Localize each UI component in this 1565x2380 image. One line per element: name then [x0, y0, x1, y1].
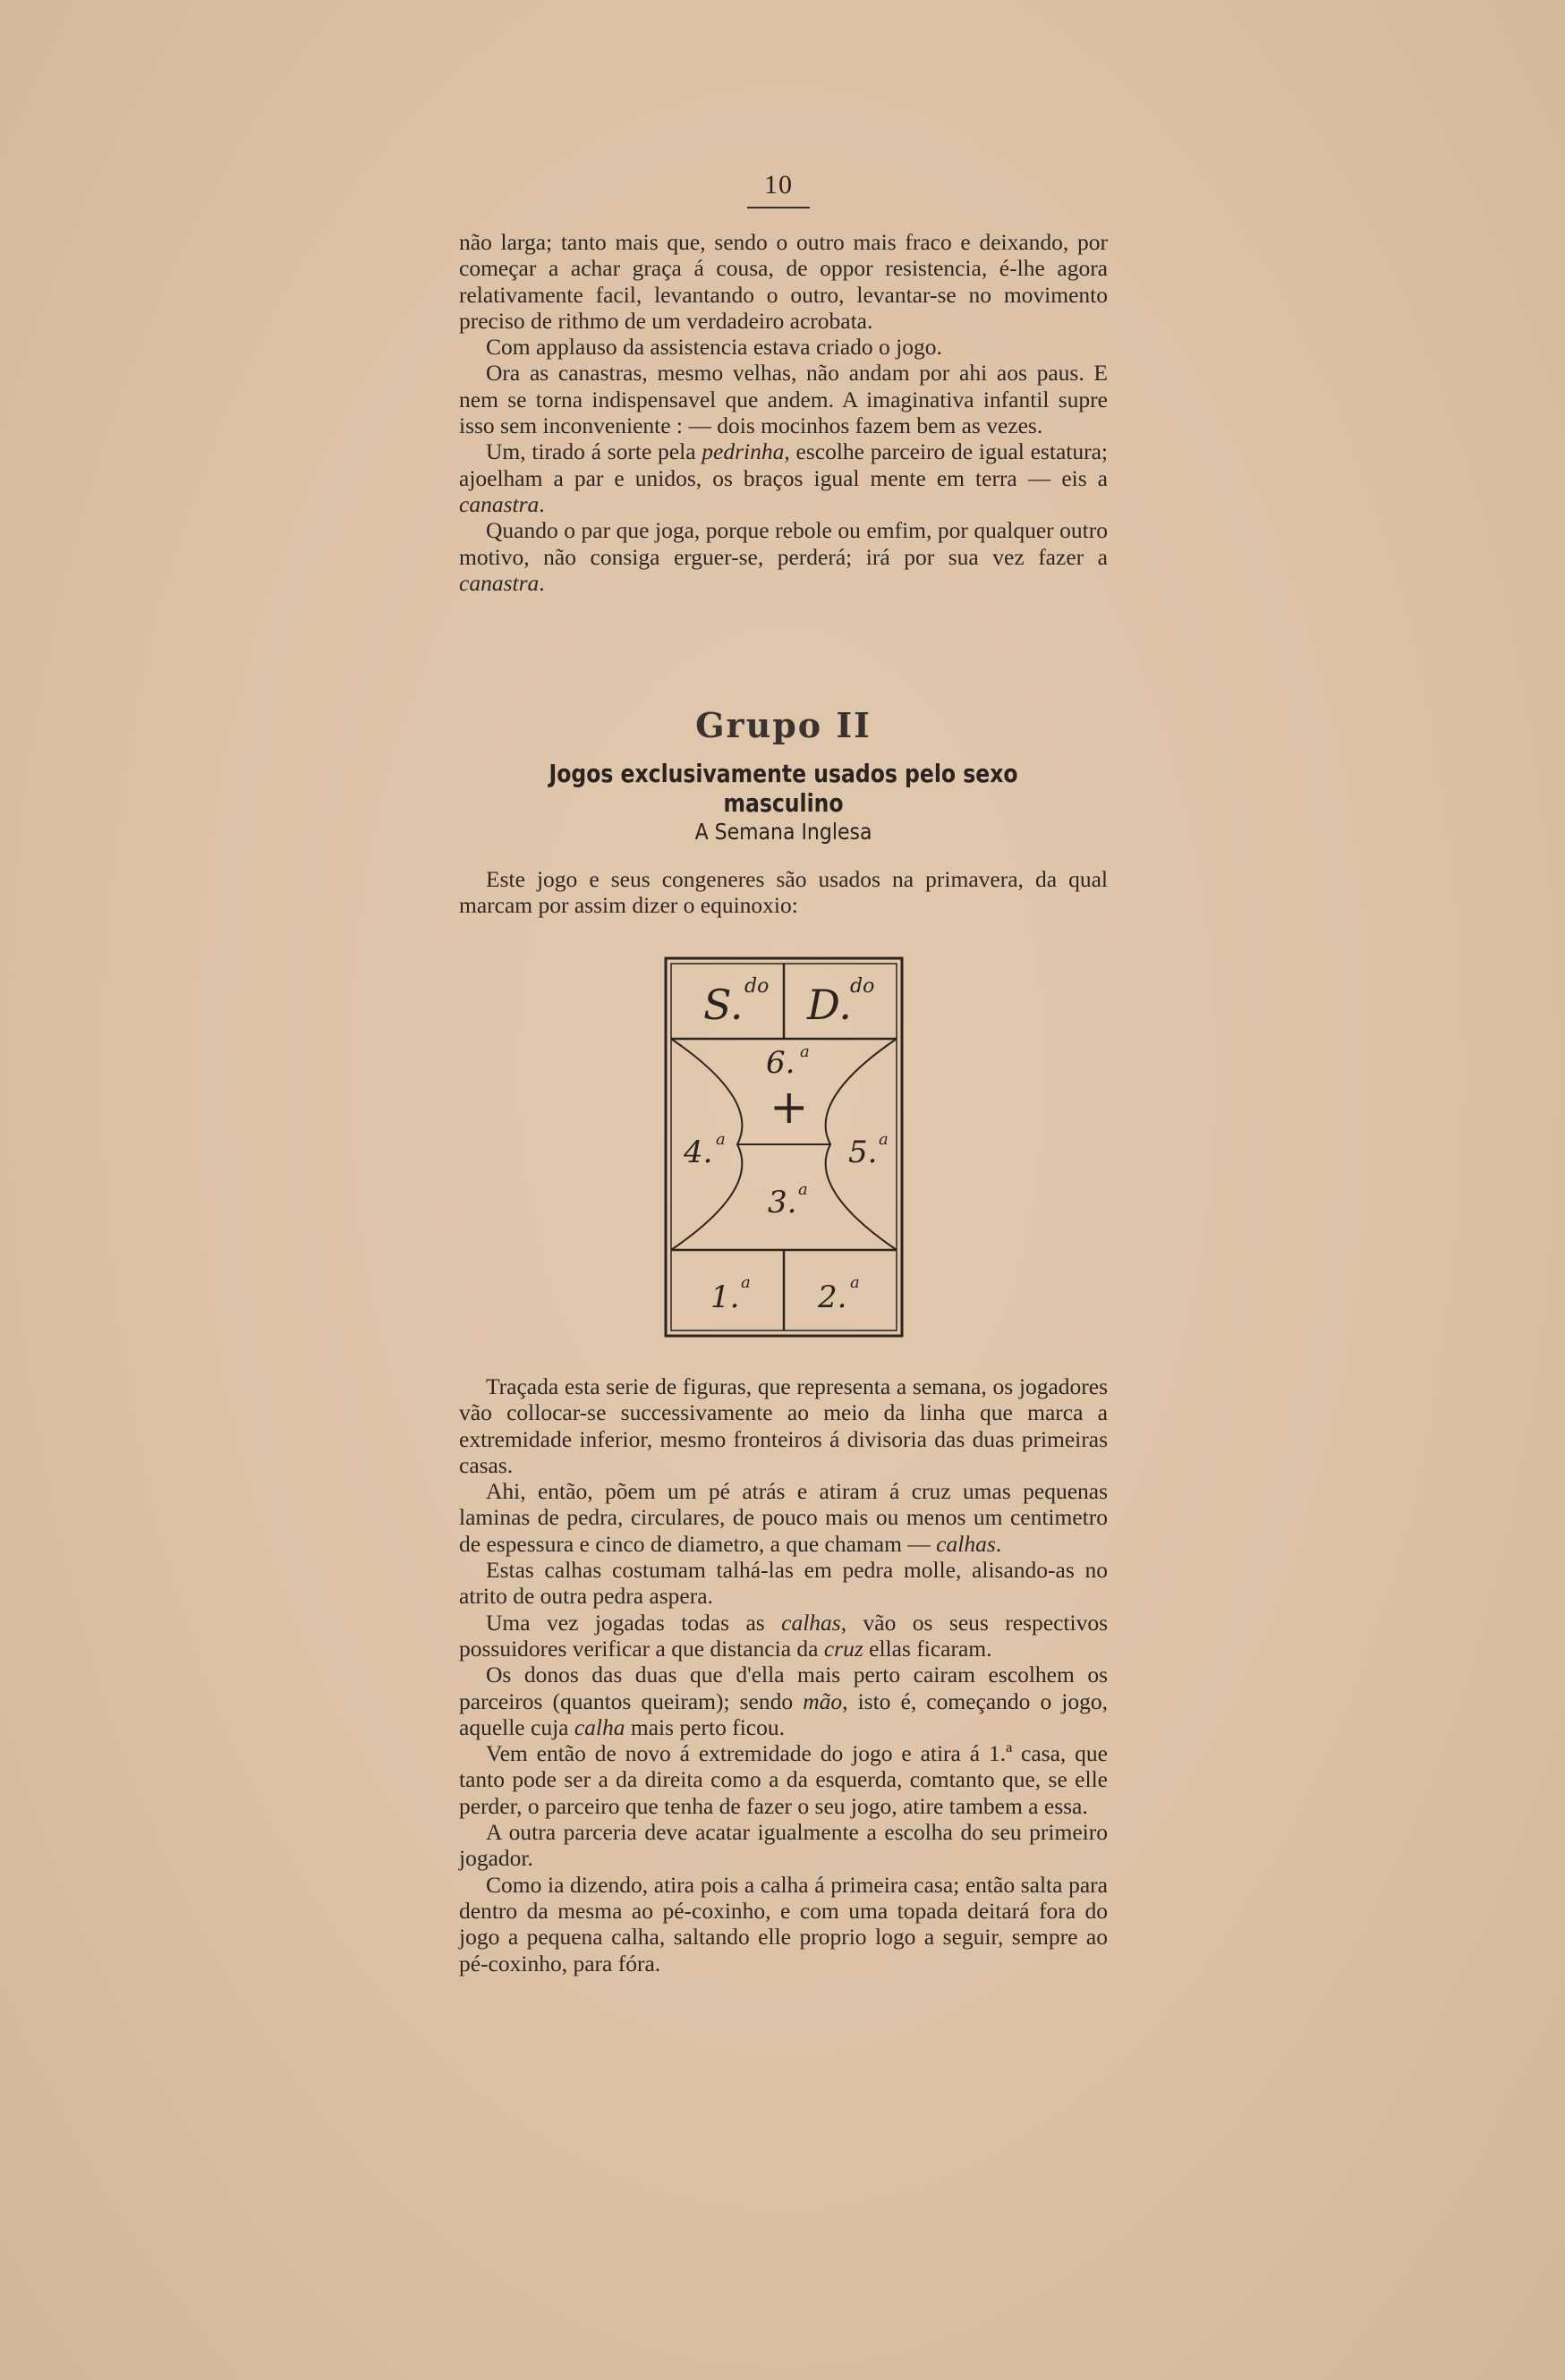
label-2: 2. [818, 1279, 847, 1315]
label-3: 3. [768, 1185, 797, 1220]
page-number-rule [747, 207, 810, 208]
paragraph: A outra parceria deve acatar igualmente a escolha do seu primeiro jogador. [459, 1819, 1108, 1872]
paragraph: Traçada esta serie de figuras, que representa a semana, os jogadores vão collocar-se successivamente ao meio da linha que marca a extremidade inferior, mesmo fronteiros á divisoria das duas primeiras casas. [459, 1373, 1108, 1478]
italic-term: canastra [459, 569, 540, 596]
cross-label: + [770, 1081, 809, 1135]
paragraph: Ora as canastras, mesmo velhas, não andam por ahi aos paus. E nem se torna indispensavel que andem. A imaginativa infantil supre isso sem inconveniente : — dois mocinhos fazem bem as vezes. [459, 360, 1108, 439]
semana-inglesa-diagram [664, 956, 904, 1338]
subsection-heading: A Semana Inglesa [694, 819, 872, 845]
label-d-sup: do [850, 975, 875, 998]
paragraph: Ahi, então, põem um pé atrás e atiram á cruz umas pequenas laminas de pedra, circulares, de pouco mais ou menos um centimetro de espessura e cinco de diametro, a que chamam — calhas. [459, 1478, 1108, 1557]
label-d: D. [807, 981, 852, 1029]
italic-term: pedrinha [702, 438, 785, 465]
label-1: 1. [710, 1279, 740, 1315]
label-6: 6. [766, 1045, 795, 1081]
intro-text-block [459, 866, 1108, 919]
paragraph: Os donos das duas que d'ella mais perto cairam escolhem os parceiros (quantos queiram); sendo mão, isto é, começando o jogo, aquelle cuja calha mais perto ficou. [459, 1662, 1108, 1740]
label-2-sup: a [850, 1273, 860, 1292]
label-4-sup: a [716, 1130, 726, 1149]
section-heading: Jogos exclusivamente usados pelo sexo masculino [549, 759, 1018, 818]
italic-term: calhas [936, 1530, 996, 1557]
paragraph: Uma vez jogadas todas as calhas, vão os seus respectivos possuidores verificar a que distancia da cruz ellas ficaram. [459, 1609, 1108, 1662]
paragraph: Com applauso da assistencia estava criado o jogo. [486, 334, 942, 361]
label-3-sup: a [798, 1180, 808, 1199]
label-s: S. [703, 981, 744, 1029]
italic-term: calha [574, 1713, 625, 1740]
italic-term: calhas [781, 1609, 841, 1636]
italic-term: mão [803, 1687, 843, 1714]
paragraph: Vem então de novo á extremidade do jogo e atira á 1.ª casa, que tanto pode ser a da direita como a da esquerda, comtanto que, se elle perder, o parceiro que tenha de fazer o seu jogo, atire tambem a essa. [459, 1740, 1108, 1819]
bottom-text-block [459, 1373, 1108, 1976]
label-s-sup: do [744, 975, 770, 998]
paragraph: Um, tirado á sorte pela pedrinha, escolhe parceiro de igual estatura; ajoelham a par e unidos, os braços igual mente em terra — eis a canastra. [459, 438, 1108, 517]
label-5: 5. [848, 1135, 878, 1170]
paragraph: não larga; tanto mais que, sendo o outro mais fraco e deixando, por começar a achar graça á cousa, de oppor resistencia, é-lhe agora relativamente facil, levantando o outro, levantar-se no movimento preciso de rithmo de um verdadeiro acrobata. [459, 229, 1108, 334]
group-heading: Grupo II [695, 705, 872, 745]
italic-term: cruz [823, 1635, 863, 1662]
paragraph: Quando o par que joga, porque rebole ou emfim, por qualquer outro motivo, não consiga erguer-se, perderá; irá por sua vez fazer a canastra. [459, 517, 1108, 596]
paragraph: Como ia dizendo, atira pois a calha á primeira casa; então salta para dentro da mesma ao pé-coxinho, e com uma topada deitará fora do jogo a pequena calha, saltando elle proprio logo a seguir, sempre ao pé-coxinho, para fóra. [459, 1871, 1108, 1976]
label-5-sup: a [879, 1130, 889, 1149]
paragraph: Estas calhas costumam talhá-las em pedra molle, alisando-as no atrito de outra pedra aspera. [459, 1557, 1108, 1610]
italic-term: canastra [459, 490, 540, 517]
label-6-sup: a [800, 1042, 810, 1061]
label-1-sup: a [741, 1273, 751, 1292]
page-number: 10 [764, 170, 793, 200]
paragraph: Este jogo e seus congeneres são usados na primavera, da qual marcam por assim dizer o equinoxio: [459, 866, 1108, 919]
label-4: 4. [684, 1135, 713, 1170]
top-text-block [459, 229, 1108, 596]
